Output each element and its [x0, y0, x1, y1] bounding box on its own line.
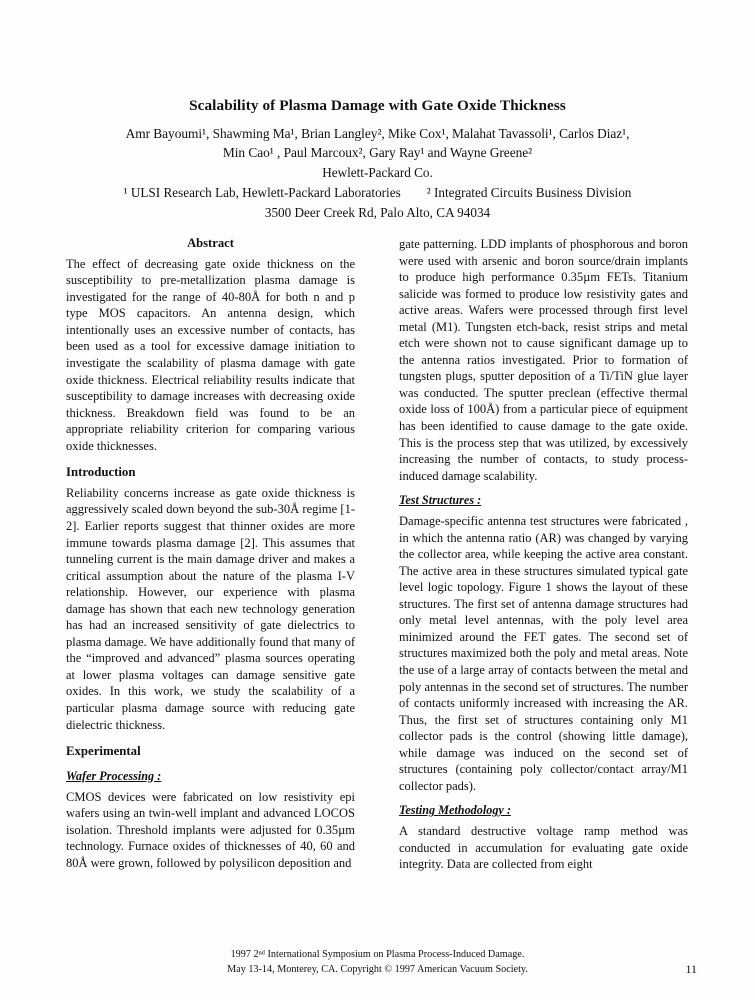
left-column [66, 236, 355, 871]
testing-methodology-paragraph: A standard destructive voltage ramp method was conducted in accumulation for evaluating gate oxide integrity. Data are collected from eight [399, 824, 688, 872]
page-number: 11 [685, 962, 697, 976]
test-structures-heading: Test Structures : [399, 493, 482, 508]
abstract-heading: Abstract [187, 236, 234, 250]
author-list-line-2: Min Cao¹ , Paul Marcoux², Gary Ray¹ and Wayne Greene² [222, 145, 533, 161]
page-title: Scalability of Plasma Damage with Gate Oxide Thickness [189, 97, 566, 114]
experimental-heading: Experimental [66, 744, 141, 759]
footer-line-1: 1997 2ⁿᵈ International Symposium on Plasma Process-Induced Damage. [230, 949, 525, 960]
introduction-heading: Introduction [66, 465, 136, 480]
page-footer [0, 948, 755, 977]
paper-header [60, 96, 695, 222]
footer-line-2: May 13-14, Monterey, CA. Copyright © 1997 American Vacuum Society. [227, 963, 528, 975]
affiliation-2: ² Integrated Circuits Business Division [426, 184, 632, 200]
affiliation-address: 3500 Deer Creek Rd, Palo Alto, CA 94034 [264, 204, 491, 220]
affiliation-1: ¹ ULSI Research Lab, Hewlett-Packard Laboratories [123, 184, 401, 200]
right-column [399, 236, 688, 873]
testing-methodology-heading: Testing Methodology : [399, 803, 511, 818]
affiliation-row [60, 183, 695, 203]
test-structures-paragraph: Damage-specific antenna test structures were fabricated , in which the antenna ratio (AR) was changed by varying the collector area, while keeping the active area constant. The active area in these structures simulated typical gate level logic topology. Figure 1 shows the layout of these structures. The first set of antenna damage structures had only metal level antennas, with the poly level area minimized around the FET gates. The second set of structures maximized both the poly and metal areas. Note the use of a large array of contacts between the metal and poly antennas in the second set of structures. The number of contacts uniformly increased with increasing the AR. Thus, the first set of structures containing only M1 collector pads is the control (showing little damage), while damage was induced on the second set of structures (containing poly collector/contact array/M1 collector pads). [399, 514, 688, 793]
affiliation-company: Hewlett-Packard Co. [322, 165, 433, 181]
introduction-paragraph: Reliability concerns increase as gate oxide thickness is aggressively scaled down beyond the sub-30Å regime [1-2]. Earlier reports suggest that thinner oxides are more immune towards plasma damage [2]. This assumes that tunneling current is the main damage driver and makes a critical assumption about the nature of the plasma I-V relationship. However, our experience with plasma damage has shown that each new technology generation has had an increased sensitivity of gate dielectrics to plasma damage. We have additionally found that many of the “improved and advanced” plasma sources operating at lower plasma voltages can damage sensitive gate oxides. In this work, we study the scalability of a particular plasma damage source with reducing gate dielectric thickness. [66, 485, 355, 732]
body-columns [66, 236, 688, 916]
wafer-processing-heading: Wafer Processing : [66, 768, 162, 783]
abstract-paragraph: The effect of decreasing gate oxide thickness on the susceptibility to pre-metallization plasma damage is investigated for the range of 40-80Å for both n and p type MOS capacitors. An antenna design, which intentionally uses an excessive number of contacts, has been used as a tool for excessive damage initiation to investigate the scalability of plasma damage with gate oxide thickness. Electrical reliability results indicate that susceptibility to damage increases with decreasing oxide thickness. Breakdown field was found to be an appropriate reliability criterion for comparing various oxide thicknesses. [66, 256, 355, 453]
wafer-processing-continuation-paragraph: gate patterning. LDD implants of phosphorous and boron were used with arsenic and boron source/drain implants to produce high performance 0.35µm FETs. Titanium salicide was formed to produce low resistivity gates and active areas. Wafers were processed through first level metal (M1). Tungsten etch-back, resist strips and metal etch were shown not to cause significant damage up to the antenna ratios investigated. Prior to formation of tungsten plugs, sputter deposition of a Ti/TiN glue layer was conducted. The sputter preclean (effective thermal oxide loss of 100Å) from a particular piece of equipment has been identified to cause damage to the gate oxide. This is the process step that was utilized, by excessively increasing the number of contacts, to study process-induced damage scalability. [399, 237, 688, 483]
author-list-line-1: Amr Bayoumi¹, Shawming Ma¹, Brian Langley², Mike Cox¹, Malahat Tavassoli¹, Carlos Diaz¹, [125, 126, 630, 141]
wafer-processing-paragraph: CMOS devices were fabricated on low resistivity epi wafers using an twin-well implant and advanced LOCOS isolation. Threshold implants were adjusted for 0.35µm technology. Furnace oxides of thicknesses of 40, 60 and 80Å were grown, followed by polysilicon deposition and [66, 789, 355, 870]
